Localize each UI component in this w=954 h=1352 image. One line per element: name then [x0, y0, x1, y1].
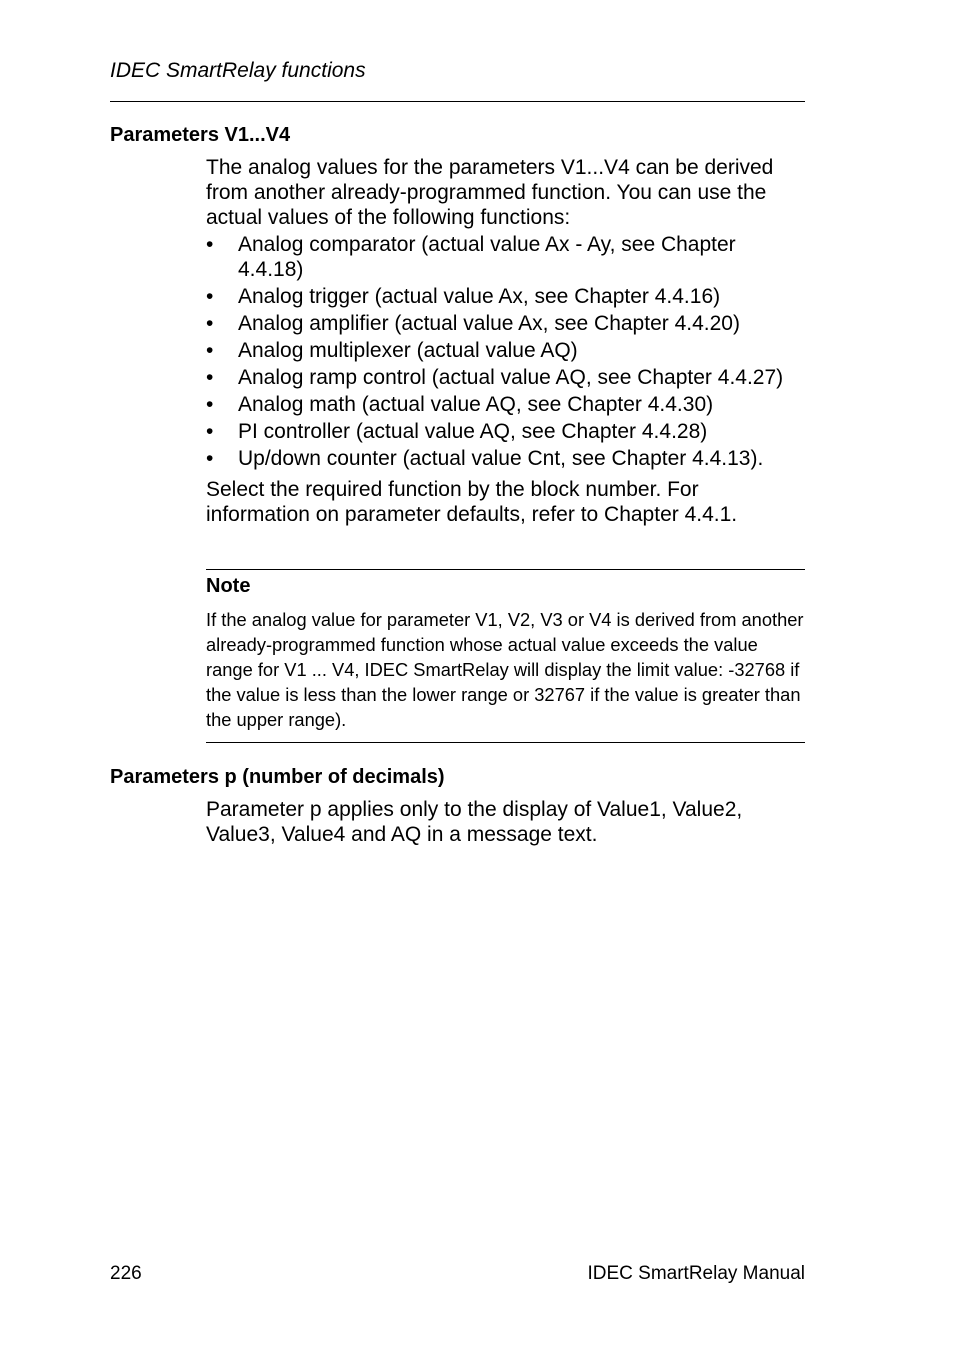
list-item: • Analog ramp control (actual value AQ, see Chapter 4.4.27): [206, 366, 784, 389]
list-item: • Analog math (actual value AQ, see Chapter 4.4.30): [206, 393, 714, 416]
footer-manual-title: IDEC SmartRelay Manual: [587, 1263, 805, 1284]
section-heading-parameters-p: Parameters p (number of decimals): [110, 766, 445, 788]
bullet-icon: •: [206, 366, 214, 389]
intro-paragraph: The analog values for the parameters V1...V4 can be derived from another already-programmed function. You can use the actual values of the following functions:: [206, 156, 774, 229]
section-body-parameters-v1-v4: [206, 155, 806, 527]
list-item: • Analog multiplexer (actual value AQ): [206, 339, 578, 362]
page-number: 226: [110, 1263, 142, 1284]
header-divider: [110, 101, 805, 102]
bullet-icon: •: [206, 339, 214, 362]
bullet-icon: •: [206, 233, 214, 256]
bullet-icon: •: [206, 393, 214, 416]
bullet-icon: •: [206, 447, 214, 470]
note-box: [206, 569, 805, 743]
note-title: Note: [206, 575, 251, 597]
note-text: If the analog value for parameter V1, V2, V3 or V4 is derived from another already-programmed function whose actual value exceeds the value range for V1 ... V4, IDEC SmartRelay will display the limit value: -32768 if the value is less than the lower range or 32767 if the value is greater than the upper range).: [206, 609, 804, 730]
function-list: [206, 232, 806, 471]
closing-paragraph: Select the required function by the block number. For information on parameter defaults, refer to Chapter 4.4.1.: [206, 478, 738, 526]
bullet-icon: •: [206, 312, 214, 335]
section-body-parameters-p: [206, 797, 806, 847]
section-heading-parameters-v1-v4: Parameters V1...V4: [110, 124, 291, 146]
bullet-icon: •: [206, 285, 214, 308]
running-header: IDEC SmartRelay functions: [110, 59, 366, 82]
list-item: • Up/down counter (actual value Cnt, see Chapter 4.4.13).: [206, 447, 764, 470]
bullet-icon: •: [206, 420, 214, 443]
list-item: • Analog comparator (actual value Ax - Ay, see Chapter 4.4.18): [206, 233, 736, 281]
list-item: • PI controller (actual value AQ, see Chapter 4.4.28): [206, 420, 708, 443]
parameter-p-paragraph: Parameter p applies only to the display of Value1, Value2, Value3, Value4 and AQ in a message text.: [206, 798, 743, 846]
list-item: • Analog amplifier (actual value Ax, see Chapter 4.4.20): [206, 312, 740, 335]
list-item: • Analog trigger (actual value Ax, see Chapter 4.4.16): [206, 285, 721, 308]
